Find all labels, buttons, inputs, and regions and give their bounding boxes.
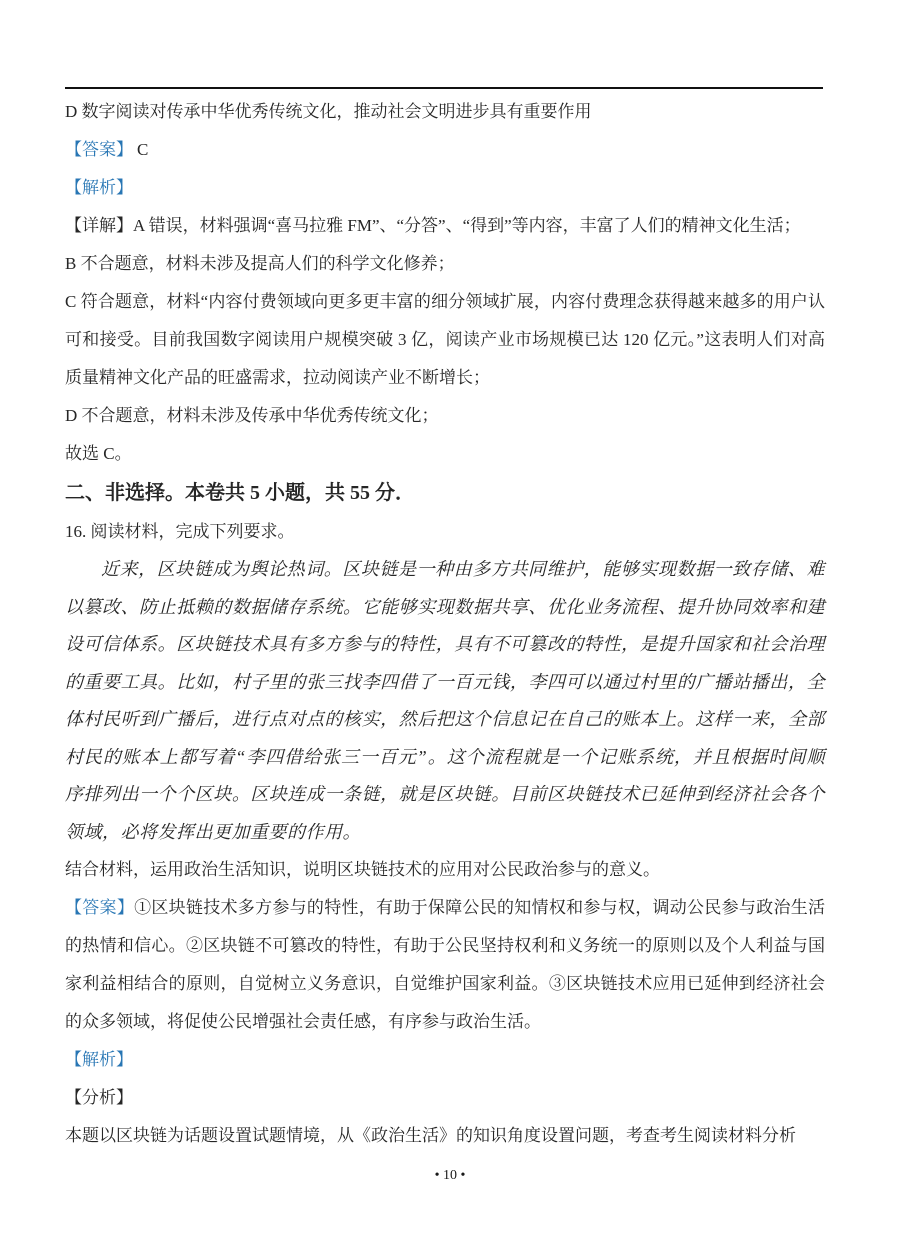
analysis-label-q15 [65, 169, 825, 207]
answer-line-q15 [65, 131, 825, 169]
header-rule [65, 87, 823, 89]
question-16-material: 近来，区块链成为舆论热词。区块链是一种由多方共同维护，能够实现数据一致存储、难以篡改、防止抵赖的数据储存系统。它能够实现数据共享、优化业务流程、提升协同效率和建设可信体系。区块链技术具有多方参与的特性，具有不可篡改的特性，是提升国家和社会治理的重要工具。比如，村子里的张三找李四借了一百元钱，李四可以通过村里的广播站播出，全体村民听到广播后，进行点对点的核实，然后把这个信息记在自己的账本上。这样一来，全部村民的账本上都写着“李四借给张三一百元”。这个流程就是一个记账系统，并且根据时间顺序排列出一个个区块。区块连成一条链，就是区块链。目前区块链技术已延伸到经济社会各个领域，必将发挥出更加重要的作用。 [65, 559, 825, 842]
detail-paragraph-a [65, 207, 825, 245]
answer-label: 【答案】 [65, 140, 133, 159]
detail-paragraph-d: D 不合题意，材料未涉及传承中华优秀传统文化； [65, 406, 439, 425]
option-d-text: D 数字阅读对传承中华优秀传统文化，推动社会文明进步具有重要作用 [65, 102, 592, 121]
breakdown-label-q16 [65, 1079, 825, 1117]
page-content [65, 93, 825, 1155]
detail-paragraph-c: C 符合题意，材料“内容付费领域向更多更丰富的细分领域扩展，内容付费理念获得越来越多的用户认可和接受。目前我国数字阅读用户规模突破 3 亿，阅读产业市场规模已达 120 亿元。”这表明人们对高质量精神文化产品的旺盛需求，拉动阅读产业不断增长； [65, 292, 825, 387]
answer-paragraph-q16 [65, 889, 825, 1041]
question-16-stem: 16. 阅读材料，完成下列要求。 [65, 522, 295, 541]
page-number: • 10 • [434, 1168, 466, 1183]
question-16-task: 结合材料，运用政治生活知识，说明区块链技术的应用对公民政治参与的意义。 [65, 860, 660, 879]
detail-label: 【详解】 [65, 216, 133, 235]
detail-text-a: A 错误，材料强调“喜马拉雅 FM”、“分答”、“得到”等内容，丰富了人们的精神文化生活； [133, 216, 801, 235]
document-page [65, 0, 825, 1246]
conclusion-text: 故选 C。 [65, 444, 132, 463]
analysis-label-q16 [65, 1041, 825, 1079]
answer-text-q16: ①区块链技术多方参与的特性，有助于保障公民的知情权和参与权，调动公民参与政治生活的热情和信心。②区块链不可篡改的特性，有助于公民坚持权利和义务统一的原则以及个人利益与国家利益相结合的原则，自觉树立义务意识，自觉维护国家利益。③区块链技术应用已延伸到经济社会的众多领域，将促使公民增强社会责任感，有序参与政治生活。 [65, 898, 826, 1031]
detail-paragraph-b: B 不合题意，材料未涉及提高人们的科学文化修养； [65, 254, 455, 273]
breakdown-text-q16: 本题以区块链为话题设置试题情境，从《政治生活》的知识角度设置问题，考查考生阅读材料分析 [65, 1126, 796, 1145]
answer-value: C [137, 140, 149, 159]
breakdown-label: 【分析】 [65, 1088, 133, 1107]
analysis-label: 【解析】 [65, 1050, 133, 1069]
analysis-label: 【解析】 [65, 178, 133, 197]
section-heading: 二、非选择。本卷共 5 小题，共 55 分． [65, 482, 415, 504]
answer-label-q16: 【答案】 [65, 898, 135, 917]
